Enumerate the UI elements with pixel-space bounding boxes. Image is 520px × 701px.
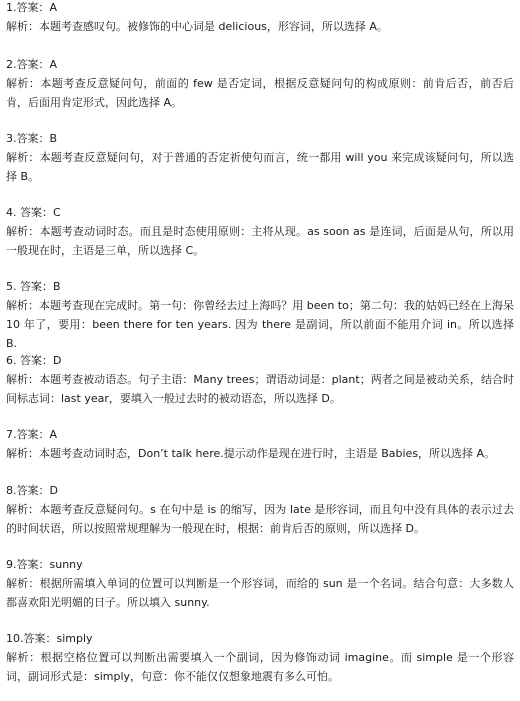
answer-line: 9.答案：sunny (6, 558, 83, 571)
explanation-text: 解析：本题考查动词时态。而且是时态使用原则：主将从现。as soon as 是连词，后面是从句，所以用一般现在时，主语是三单，所以选择 C。 (6, 225, 514, 257)
answer-item-4 (6, 203, 514, 260)
answer-line: 2.答案：A (6, 58, 58, 71)
answer-line: 6. 答案：D (6, 354, 62, 367)
answer-item-5 (6, 277, 514, 353)
answer-line: 5. 答案：B (6, 280, 61, 293)
explanation-text: 解析：本题考查反意疑问句，前面的 few 是否定词，根据反意疑问句的构成原则：前肯后否，前否后肯，后面用肯定形式，因此选择 A。 (6, 77, 514, 109)
explanation-text: 解析：根据所需填入单词的位置可以判断是一个形容词，而给的 sun 是一个名词。结合句意：大多数人都喜欢阳光明媚的日子。所以填入 sunny. (6, 577, 514, 609)
answer-line: 4. 答案：C (6, 206, 61, 219)
explanation-text: 解析：本题考查被动语态。句子主语：Many trees；谓语动词是：plant；两者之间是被动关系，结合时间标志词：last year，要填入一般过去时的被动语态，所以选择 D。 (6, 373, 514, 405)
answer-item-10 (6, 629, 514, 686)
explanation-text: 解析：本题考查动词时态，Don’t talk here.提示动作是现在进行时，主语是 Babies，所以选择 A。 (6, 447, 496, 460)
answer-item-6 (6, 351, 514, 408)
answer-item-7 (6, 425, 514, 463)
answer-line: 10.答案：simply (6, 632, 93, 645)
explanation-text: 解析：本题考查现在完成时。第一句：你曾经去过上海吗？用 been to；第二句：我的姑妈已经在上海呆 10 年了，要用：been there for ten years. 因为 there 是副词，所以前面不能用介词 in。所以选择 B. (6, 299, 514, 350)
answer-line: 3.答案：B (6, 132, 58, 145)
answer-item-3 (6, 129, 514, 186)
answer-line: 8.答案：D (6, 484, 58, 497)
answer-line: 1.答案：A (6, 1, 58, 14)
answer-item-2 (6, 55, 514, 112)
explanation-text: 解析：本题考查反意疑问句，对于普通的否定祈使句而言，统一都用 will you 来完成该疑问句，所以选择 B。 (6, 151, 514, 183)
explanation-text: 解析：本题考查反意疑问句。s 在句中是 is 的缩写，因为 late 是形容词，而且句中没有具体的表示过去的时间状语，所以按照常规理解为一般现在时，根据：前肯后否的原则，所以选择 D。 (6, 503, 514, 535)
explanation-text: 解析：根据空格位置可以判断出需要填入一个副词，因为修饰动词 imagine。而 simple 是一个形容词，副词形式是：simply，句意：你不能仅仅想象地震有多么可怕。 (6, 651, 514, 683)
answer-item-1 (6, 0, 514, 36)
explanation-text: 解析：本题考查感叹句。被修饰的中心词是 delicious，形容词，所以选择 A。 (6, 20, 388, 33)
answer-line: 7.答案：A (6, 428, 58, 441)
answer-item-9 (6, 555, 514, 612)
answer-item-8 (6, 481, 514, 538)
